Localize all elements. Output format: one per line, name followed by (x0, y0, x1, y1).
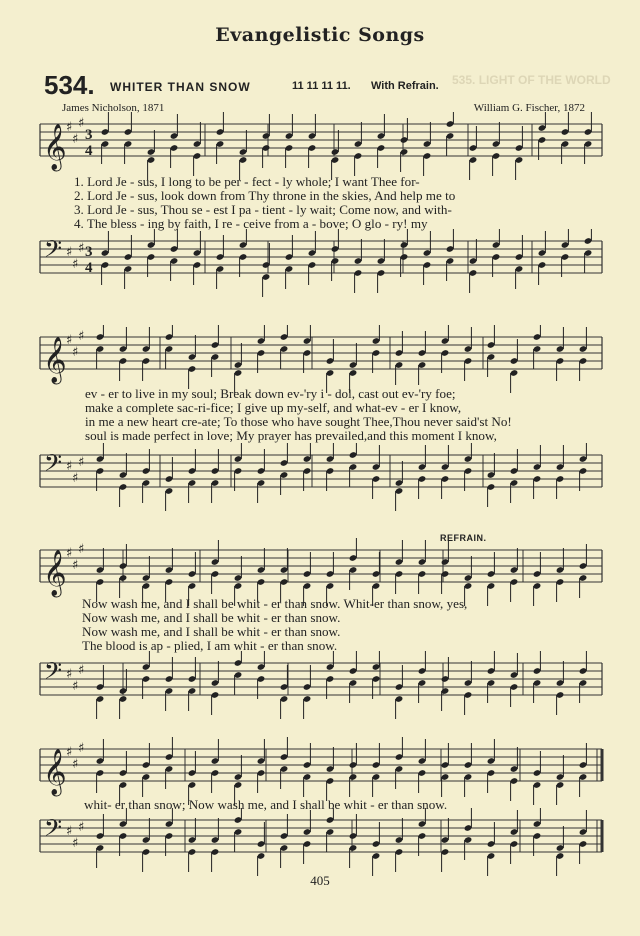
hymn-meter: 11 11 11 11. (292, 80, 351, 92)
svg-text:♯: ♯ (66, 546, 73, 561)
bleed-through-text: 535. LIGHT OF THE WORLD (452, 73, 611, 87)
svg-text:♯: ♯ (66, 245, 73, 260)
svg-text:♯: ♯ (66, 745, 73, 760)
lyric-line: Now wash me, and I shall be whit - er than snow. Whit-er than snow, yes, (82, 596, 468, 611)
words-author: James Nicholson, 1871 (62, 102, 165, 114)
refrain-note: With Refrain. (371, 80, 439, 92)
svg-text:♯: ♯ (72, 679, 79, 694)
music-composer: William G. Fischer, 1872 (473, 102, 585, 114)
hymn-title: WHITER THAN SNOW (110, 80, 251, 94)
lyric-line: 1. Lord Je - sus, I long to be per - fect - ly whole; I want Thee for- (74, 174, 420, 189)
svg-text:𝄞: 𝄞 (43, 550, 67, 596)
svg-text:𝄢: 𝄢 (44, 657, 63, 690)
svg-text:4: 4 (85, 143, 93, 159)
lyric-line: 3. Lord Je - sus, Thou se - est I pa - tient - ly wait; Come now, and with- (74, 202, 452, 217)
svg-text:♯: ♯ (66, 824, 73, 839)
svg-text:4: 4 (85, 260, 93, 276)
svg-text:𝄞: 𝄞 (43, 749, 67, 795)
svg-text:♯: ♯ (72, 471, 79, 486)
svg-text:♯: ♯ (72, 558, 79, 573)
svg-text:♯: ♯ (72, 345, 79, 360)
system-1-bass-staff (0, 229, 640, 299)
svg-text:3: 3 (85, 244, 93, 260)
svg-text:♯: ♯ (78, 820, 85, 835)
system-4-bass-staff (0, 808, 640, 878)
svg-text:♯: ♯ (72, 257, 79, 272)
lyric-line: The blood is ap - plied, I am whit - er than snow. (82, 638, 338, 653)
lyric-line: whit- er than snow; Now wash me, and I shall be whit - er than snow. (84, 797, 448, 812)
lyric-line: ev - er to live in my soul; Break down ev-'ry i - dol, cast out ev-'ry foe; (85, 386, 456, 401)
lyric-line: soul is made perfect in love; My prayer has prevailed,and this moment I know, (85, 428, 497, 443)
lyric-line: make a complete sac-ri-fice; I give up my-self, and what-ev - er I know, (85, 400, 462, 415)
svg-text:♯: ♯ (66, 333, 73, 348)
svg-text:♯: ♯ (66, 459, 73, 474)
hymn-number: 534. (44, 70, 95, 100)
running-header: Evangelistic Songs (215, 24, 425, 46)
lyric-line: in me a new heart cre-ate; To those who have sought Thee,Thou never said'st No! (85, 414, 512, 429)
svg-text:♯: ♯ (72, 757, 79, 772)
svg-text:♯: ♯ (72, 836, 79, 851)
lyric-line: Now wash me, and I shall be whit - er than snow. (82, 624, 341, 639)
system-1-treble-staff (0, 112, 640, 182)
lyric-line: 4. The bless - ing by faith, I re - ceive from a - bove; O glo - ry! my (74, 216, 428, 231)
svg-text:♯: ♯ (78, 455, 85, 470)
svg-text:♯: ♯ (78, 542, 85, 557)
svg-text:3: 3 (85, 127, 93, 143)
svg-text:♯: ♯ (78, 241, 85, 256)
system-3-bass-staff (0, 651, 640, 721)
system-2-treble-staff (0, 325, 640, 395)
svg-text:♯: ♯ (78, 329, 85, 344)
page-number: 405 (310, 873, 330, 888)
svg-text:𝄢: 𝄢 (44, 449, 63, 482)
lyric-line: Now wash me, and I shall be whit - er than snow. (82, 610, 341, 625)
svg-text:♯: ♯ (78, 741, 85, 756)
svg-text:♯: ♯ (72, 132, 79, 147)
system-2-bass-staff (0, 443, 640, 513)
svg-text:♯: ♯ (78, 663, 85, 678)
svg-text:♯: ♯ (66, 667, 73, 682)
svg-text:𝄢: 𝄢 (44, 235, 63, 268)
refrain-label: REFRAIN. (440, 533, 487, 543)
svg-text:𝄞: 𝄞 (43, 124, 67, 170)
svg-text:𝄢: 𝄢 (44, 814, 63, 847)
svg-text:𝄞: 𝄞 (43, 337, 67, 383)
svg-text:♯: ♯ (66, 120, 73, 135)
svg-text:♯: ♯ (78, 116, 85, 131)
lyric-line: 2. Lord Je - sus, look down from Thy throne in the skies, And help me to (74, 188, 456, 203)
